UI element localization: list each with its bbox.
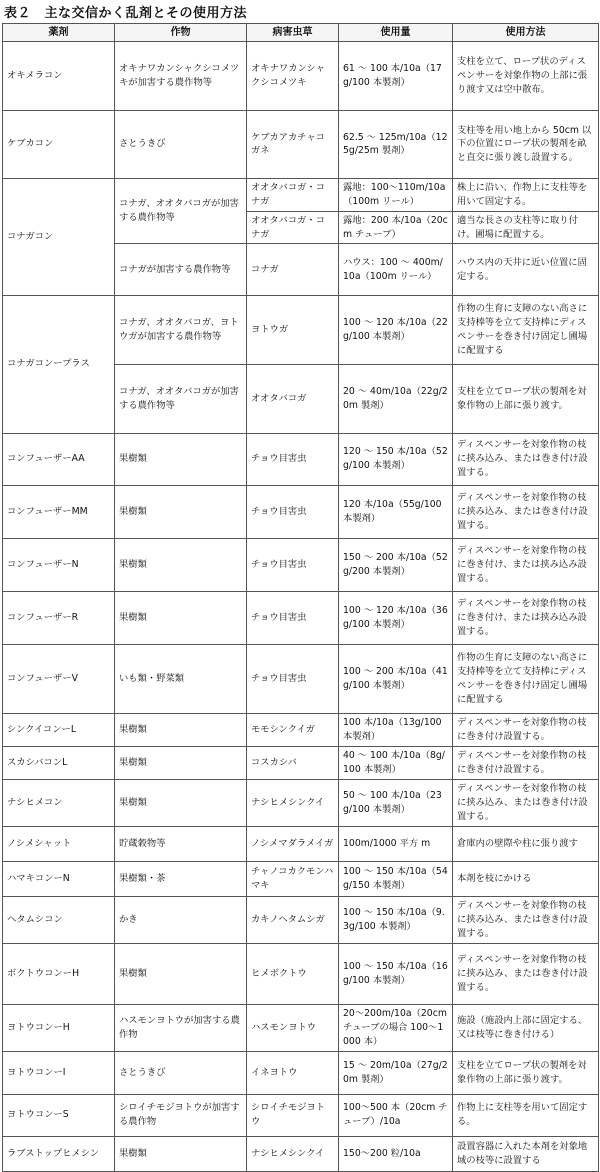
pest-cell: チョウ目害虫 (247, 539, 339, 592)
amount-cell: 150 ～ 200 本/10a（52g/200 本製剤） (339, 539, 453, 592)
method-cell: 本剤を枝にかける (453, 861, 599, 896)
crop-cell: 貯蔵穀物等 (115, 826, 247, 861)
amount-cell: 150～200 粒/10a (339, 1136, 453, 1171)
crop-cell: コナガ、オオタバコガが加害する農作物等 (115, 179, 247, 244)
pest-cell: オオタバコガ・コナガ (247, 179, 339, 212)
amount-cell: 120 ～ 150 本/10a（52g/100 本製剤） (339, 433, 453, 486)
amount-cell: 20～200m/10a（20cm チューブの場合 100～1000 本） (339, 1005, 453, 1052)
crop-cell: 果樹類 (115, 746, 247, 779)
amount-cell: ハウス：100 ～ 400m/10a（100m リール） (339, 244, 453, 296)
pest-cell: チョウ目害虫 (247, 486, 339, 539)
pest-cell: ノシメマダラメイガ (247, 826, 339, 861)
amount-cell: 100 ～ 150 本/10a（54g/150 本製剤） (339, 861, 453, 896)
crop-cell: 果樹類 (115, 714, 247, 747)
agent-cell: ケブカコン (3, 110, 115, 179)
crop-cell: 果樹類 (115, 539, 247, 592)
pest-cell: モモシンクイガ (247, 714, 339, 747)
crop-cell: 果樹類 (115, 1136, 247, 1171)
method-cell: 倉庫内の壁際や柱に張り渡す (453, 826, 599, 861)
method-cell: ディスペンサーを対象作物の枝に巻き付け、または挟み込み設置する。 (453, 539, 599, 592)
method-cell: 作物上に支柱等を用いて固定する。 (453, 1094, 599, 1136)
method-cell: ディスペンサーを対象作物の枝に巻き付け設置する。 (453, 714, 599, 747)
header-agent: 薬剤 (3, 24, 115, 42)
header-row (3, 24, 599, 42)
table-row (3, 296, 599, 365)
agent-cell: スカシバコンL (3, 746, 115, 779)
pest-cell: ヨトウガ (247, 296, 339, 365)
agent-cell: コンフューザーMM (3, 486, 115, 539)
agent-cell: ヨトウコンーS (3, 1094, 115, 1136)
amount-cell: 100 ～ 120 本/10a（36g/100 本製剤） (339, 591, 453, 644)
crop-cell: 果樹類 (115, 591, 247, 644)
table-row (3, 486, 599, 539)
agent-cell: ナシヒメコン (3, 779, 115, 826)
pest-cell: ナシヒメシンクイ (247, 1136, 339, 1171)
header-amount: 使用量 (339, 24, 453, 42)
crop-cell: オキナワカンシャクシコメツキが加害する農作物等 (115, 42, 247, 111)
method-cell: ディスペンサーを対象作物の枝に挟み込み、または巻き付け設置する。 (453, 433, 599, 486)
agent-cell: オキメラコン (3, 42, 115, 111)
pest-cell: ハスモンヨトウ (247, 1005, 339, 1052)
table-row (3, 539, 599, 592)
pest-cell: チョウ目害虫 (247, 591, 339, 644)
agent-cell: コナガコン (3, 179, 115, 296)
agent-cell: ハマキコンーN (3, 861, 115, 896)
crop-cell: ハスモンヨトウが加害する農作物 (115, 1005, 247, 1052)
table-row (3, 746, 599, 779)
table-row (3, 433, 599, 486)
table-row (3, 943, 599, 1004)
agent-cell: コンフューザーN (3, 539, 115, 592)
table-row (3, 1136, 599, 1171)
agent-cell: コナガコンープラス (3, 296, 115, 433)
pest-cell: カキノヘタムシガ (247, 896, 339, 943)
pest-cell: コナガ (247, 244, 339, 296)
agent-cell: コンフューザーR (3, 591, 115, 644)
crop-cell: いも類・野菜類 (115, 644, 247, 714)
agent-cell: ヘタムシコン (3, 896, 115, 943)
pest-cell: チョウ目害虫 (247, 644, 339, 714)
amount-cell: 100 ～ 150 本/10a（9.3g/100 本製剤） (339, 896, 453, 943)
pest-cell: イネヨトウ (247, 1052, 339, 1094)
method-cell: 作物の生育に支障のない高さに支持棒等を立て支持棒にディスペンサーを巻き付け固定し圃場に配置する (453, 296, 599, 365)
method-cell: ディスペンサーを対象作物の枝に挟み込み、または巻き付け設置する。 (453, 896, 599, 943)
amount-cell: 100～500 本（20cm チューブ）/10a (339, 1094, 453, 1136)
crop-cell: コナガ、オオタバコガが加害する農作物等 (115, 364, 247, 433)
method-cell: ディスペンサーを対象作物の枝に巻き付け、または挟み込み設置する。 (453, 591, 599, 644)
agent-cell: ヨトウコンーI (3, 1052, 115, 1094)
pest-cell: ナシヒメシンクイ (247, 779, 339, 826)
pest-cell: ケブカアカチャコガネ (247, 110, 339, 179)
table-row (3, 179, 599, 212)
amount-cell: 61 ～ 100 本/10a（17g/100 本製剤） (339, 42, 453, 111)
crop-cell: 果樹類 (115, 486, 247, 539)
amount-cell: 50 ～ 100 本/10a（23g/100 本製剤） (339, 779, 453, 826)
method-cell: 適当な長さの支柱等に取り付け、圃場に配置する。 (453, 211, 599, 244)
amount-cell: 40 ～ 100 本/10a（8g/100 本製剤） (339, 746, 453, 779)
pest-cell: チョウ目害虫 (247, 433, 339, 486)
amount-cell: 20 ～ 40m/10a（22g/20m 製剤） (339, 364, 453, 433)
amount-cell: 100 本/10a（13g/100 本製剤） (339, 714, 453, 747)
crop-cell: シロイチモジヨトウが加害する農作物 (115, 1094, 247, 1136)
table-row (3, 110, 599, 179)
table-row (3, 779, 599, 826)
table-row (3, 861, 599, 896)
amount-cell: 100m/1000 平方 m (339, 826, 453, 861)
method-cell: 施設（施設内上部に固定する、又は枝等に巻き付ける） (453, 1005, 599, 1052)
table-row (3, 826, 599, 861)
crop-cell: コナガ、オオタバコガ、ヨトウガが加害する農作物等 (115, 296, 247, 365)
agent-cell: ラブストップヒメシン (3, 1136, 115, 1171)
agent-cell: コンフューザーV (3, 644, 115, 714)
agent-cell: ボクトウコンーH (3, 943, 115, 1004)
method-cell: ディスペンサーを対象作物の枝に挟み込み、または巻き付け設置する。 (453, 943, 599, 1004)
amount-cell: 露地：200 本/10a（20cm チューブ） (339, 211, 453, 244)
pest-cell: チャノコカクモンハマキ (247, 861, 339, 896)
table-row (3, 1005, 599, 1052)
method-cell: 支柱を立てロープ状の製剤を対象作物の上部に張り渡す。 (453, 1052, 599, 1094)
table-body (3, 42, 599, 1172)
method-cell: 支柱等を用い地上から 50cm 以下の位置にロープ状の製剤を畝と直交に張り渡し設置する。 (453, 110, 599, 179)
pest-cell: コスカシバ (247, 746, 339, 779)
crop-cell: かき (115, 896, 247, 943)
method-cell: 株上に沿い、作物上に支柱等を用いて固定する。 (453, 179, 599, 212)
method-cell: ディスペンサーを対象作物の枝に挟み込み、または巻き付け設置する。 (453, 486, 599, 539)
table-row (3, 644, 599, 714)
method-cell: 設置容器に入れた本剤を対象地域の枝等に設置する (453, 1136, 599, 1171)
table-title: 表２ 主な交信かく乱剤とその使用方法 (4, 6, 248, 21)
crop-cell: 果樹類・茶 (115, 861, 247, 896)
pheromone-table (2, 23, 599, 1172)
table-row (3, 1052, 599, 1094)
table-row (3, 1094, 599, 1136)
pest-cell: オキナワカンシャクシコメツキ (247, 42, 339, 111)
pest-cell: オオタバコガ (247, 364, 339, 433)
agent-cell: ノシメシャット (3, 826, 115, 861)
crop-cell: 果樹類 (115, 943, 247, 1004)
header-crop: 作物 (115, 24, 247, 42)
method-cell: ディスペンサーを対象作物の枝に挟み込み、または巻き付け設置する。 (453, 779, 599, 826)
amount-cell: 62.5 ～ 125m/10a（125g/25m 製剤） (339, 110, 453, 179)
method-cell: ハウス内の天井に近い位置に固定する。 (453, 244, 599, 296)
amount-cell: 露地：100～110m/10a（100m リール） (339, 179, 453, 212)
amount-cell: 15 ～ 20m/10a（27g/20m 製剤） (339, 1052, 453, 1094)
pest-cell: ヒメボクトウ (247, 943, 339, 1004)
agent-cell: シンクイコンーL (3, 714, 115, 747)
amount-cell: 100 ～ 200 本/10a（41g/100 本製剤） (339, 644, 453, 714)
crop-cell: コナガが加害する農作物等 (115, 244, 247, 296)
agent-cell: コンフューザーAA (3, 433, 115, 486)
crop-cell: 果樹類 (115, 433, 247, 486)
crop-cell: さとうきび (115, 110, 247, 179)
method-cell: ディスペンサーを対象作物の枝に巻き付け設置する。 (453, 746, 599, 779)
table-row (3, 42, 599, 111)
method-cell: 支柱を立て、ロープ状のディスペンサーを対象作物の上部に張り渡す又は空中散布。 (453, 42, 599, 111)
pest-cell: シロイチモジヨトウ (247, 1094, 339, 1136)
table-row (3, 714, 599, 747)
method-cell: 支柱を立てロープ状の製剤を対象作物の上部に張り渡す。 (453, 364, 599, 433)
table-row (3, 896, 599, 943)
crop-cell: 果樹類 (115, 779, 247, 826)
amount-cell: 100 ～ 120 本/10a（22g/100 本製剤） (339, 296, 453, 365)
table-row (3, 591, 599, 644)
pest-cell: オオタバコガ・コナガ (247, 211, 339, 244)
header-pest: 病害虫草 (247, 24, 339, 42)
amount-cell: 100 ～ 150 本/10a（16g/100 本製剤） (339, 943, 453, 1004)
crop-cell: さとうきび (115, 1052, 247, 1094)
amount-cell: 120 本/10a（55g/100 本製剤） (339, 486, 453, 539)
agent-cell: ヨトウコンーH (3, 1005, 115, 1052)
header-method: 使用方法 (453, 24, 599, 42)
method-cell: 作物の生育に支障のない高さに支持棒等を立て支持棒にディスペンサーを巻き付け固定し圃場に配置する (453, 644, 599, 714)
